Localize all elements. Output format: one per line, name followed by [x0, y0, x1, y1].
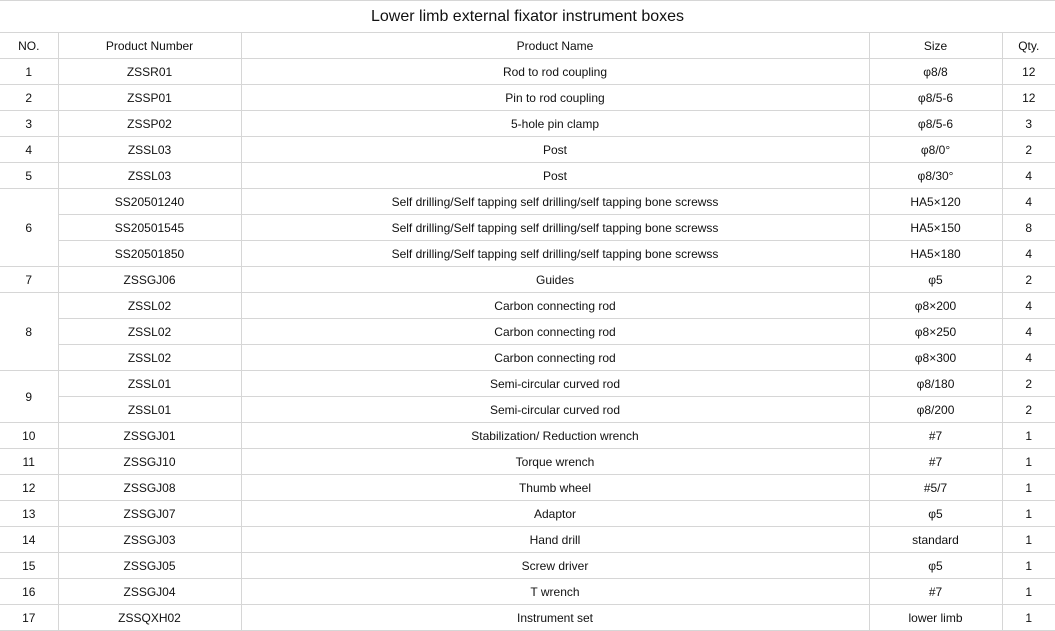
cell-qty: 4 — [1002, 163, 1055, 189]
table-row — [0, 423, 1055, 449]
cell-product-number: ZSSGJ05 — [58, 553, 241, 579]
cell-product-number: ZSSGJ03 — [58, 527, 241, 553]
cell-product-number: SS20501850 — [58, 241, 241, 267]
cell-product-name: Self drilling/Self tapping self drilling/self tapping bone screwss — [241, 241, 869, 267]
cell-qty: 2 — [1002, 371, 1055, 397]
cell-size: φ5 — [869, 553, 1002, 579]
table-row — [0, 553, 1055, 579]
cell-size: #7 — [869, 449, 1002, 475]
row-number: 8 — [0, 293, 58, 371]
header-size: Size — [869, 33, 1002, 59]
header-qty: Qty. — [1002, 33, 1055, 59]
cell-product-number: ZSSR01 — [58, 59, 241, 85]
header-product-number: Product Number — [58, 33, 241, 59]
cell-product-number: ZSSL02 — [58, 345, 241, 371]
cell-product-number: ZSSL02 — [58, 319, 241, 345]
row-number: 16 — [0, 579, 58, 605]
cell-product-number: ZSSGJ01 — [58, 423, 241, 449]
cell-product-number: ZSSL01 — [58, 371, 241, 397]
cell-qty: 12 — [1002, 85, 1055, 111]
cell-qty: 12 — [1002, 59, 1055, 85]
cell-product-name: Adaptor — [241, 501, 869, 527]
row-number: 15 — [0, 553, 58, 579]
table-row — [0, 449, 1055, 475]
cell-size: φ5 — [869, 501, 1002, 527]
cell-size: HA5×150 — [869, 215, 1002, 241]
cell-qty: 3 — [1002, 111, 1055, 137]
cell-product-name: Carbon connecting rod — [241, 293, 869, 319]
cell-product-name: Torque wrench — [241, 449, 869, 475]
table-row — [0, 397, 1055, 423]
row-number: 5 — [0, 163, 58, 189]
table-row — [0, 215, 1055, 241]
cell-qty: 1 — [1002, 527, 1055, 553]
cell-product-name: Screw driver — [241, 553, 869, 579]
table-row — [0, 293, 1055, 319]
row-number: 9 — [0, 371, 58, 423]
row-number: 6 — [0, 189, 58, 267]
cell-product-name: T wrench — [241, 579, 869, 605]
cell-product-name: Carbon connecting rod — [241, 319, 869, 345]
cell-qty: 1 — [1002, 475, 1055, 501]
cell-size: HA5×120 — [869, 189, 1002, 215]
cell-size: HA5×180 — [869, 241, 1002, 267]
table-row — [0, 319, 1055, 345]
cell-product-number: SS20501240 — [58, 189, 241, 215]
table-row — [0, 475, 1055, 501]
table-row — [0, 241, 1055, 267]
table-row — [0, 345, 1055, 371]
cell-qty: 4 — [1002, 319, 1055, 345]
row-number: 11 — [0, 449, 58, 475]
cell-product-name: Hand drill — [241, 527, 869, 553]
cell-size: φ8/180 — [869, 371, 1002, 397]
cell-product-name: Rod to rod coupling — [241, 59, 869, 85]
cell-size: φ8/30° — [869, 163, 1002, 189]
cell-size: lower limb — [869, 605, 1002, 631]
row-number: 12 — [0, 475, 58, 501]
row-number: 1 — [0, 59, 58, 85]
cell-product-name: Carbon connecting rod — [241, 345, 869, 371]
table-row — [0, 111, 1055, 137]
cell-qty: 2 — [1002, 397, 1055, 423]
cell-size: #7 — [869, 423, 1002, 449]
cell-qty: 1 — [1002, 423, 1055, 449]
cell-qty: 4 — [1002, 293, 1055, 319]
cell-size: φ8/5-6 — [869, 85, 1002, 111]
cell-product-name: Self drilling/Self tapping self drilling/self tapping bone screwss — [241, 215, 869, 241]
cell-product-name: Thumb wheel — [241, 475, 869, 501]
row-number: 17 — [0, 605, 58, 631]
cell-qty: 4 — [1002, 345, 1055, 371]
table-row — [0, 85, 1055, 111]
cell-size: #5/7 — [869, 475, 1002, 501]
table-title: Lower limb external fixator instrument boxes — [0, 0, 1055, 32]
row-number: 10 — [0, 423, 58, 449]
cell-size: φ8/5-6 — [869, 111, 1002, 137]
cell-product-name: Semi-circular curved rod — [241, 397, 869, 423]
cell-qty: 8 — [1002, 215, 1055, 241]
row-number: 4 — [0, 137, 58, 163]
cell-qty: 2 — [1002, 137, 1055, 163]
cell-product-name: Stabilization/ Reduction wrench — [241, 423, 869, 449]
cell-product-number: ZSSGJ06 — [58, 267, 241, 293]
cell-qty: 2 — [1002, 267, 1055, 293]
cell-size: φ8/200 — [869, 397, 1002, 423]
cell-size: standard — [869, 527, 1002, 553]
table-row — [0, 189, 1055, 215]
header-no: NO. — [0, 33, 58, 59]
cell-qty: 4 — [1002, 189, 1055, 215]
cell-size: #7 — [869, 579, 1002, 605]
cell-product-number: ZSSGJ07 — [58, 501, 241, 527]
table-row — [0, 59, 1055, 85]
cell-product-name: Self drilling/Self tapping self drilling/self tapping bone screwss — [241, 189, 869, 215]
cell-product-number: ZSSL03 — [58, 163, 241, 189]
table-row — [0, 579, 1055, 605]
row-number: 2 — [0, 85, 58, 111]
cell-product-number: ZSSL02 — [58, 293, 241, 319]
cell-product-number: ZSSL03 — [58, 137, 241, 163]
cell-size: φ8/0° — [869, 137, 1002, 163]
product-table — [0, 32, 1055, 631]
cell-product-number: ZSSP01 — [58, 85, 241, 111]
cell-size: φ8×200 — [869, 293, 1002, 319]
cell-product-name: Guides — [241, 267, 869, 293]
cell-size: φ8×250 — [869, 319, 1002, 345]
table-row — [0, 501, 1055, 527]
cell-product-name: Post — [241, 137, 869, 163]
cell-product-number: ZSSGJ08 — [58, 475, 241, 501]
cell-product-number: SS20501545 — [58, 215, 241, 241]
row-number: 7 — [0, 267, 58, 293]
cell-product-number: ZSSL01 — [58, 397, 241, 423]
header-product-name: Product Name — [241, 33, 869, 59]
row-number: 13 — [0, 501, 58, 527]
cell-qty: 1 — [1002, 501, 1055, 527]
table-row — [0, 137, 1055, 163]
cell-product-name: Post — [241, 163, 869, 189]
cell-qty: 4 — [1002, 241, 1055, 267]
cell-product-name: Semi-circular curved rod — [241, 371, 869, 397]
table-row — [0, 163, 1055, 189]
cell-product-name: Pin to rod coupling — [241, 85, 869, 111]
table-row — [0, 267, 1055, 293]
table-body — [0, 59, 1055, 631]
cell-qty: 1 — [1002, 553, 1055, 579]
row-number: 14 — [0, 527, 58, 553]
cell-qty: 1 — [1002, 605, 1055, 631]
cell-size: φ5 — [869, 267, 1002, 293]
cell-qty: 1 — [1002, 449, 1055, 475]
cell-size: φ8×300 — [869, 345, 1002, 371]
cell-product-number: ZSSGJ10 — [58, 449, 241, 475]
cell-product-number: ZSSGJ04 — [58, 579, 241, 605]
cell-product-name: Instrument set — [241, 605, 869, 631]
cell-product-number: ZSSQXH02 — [58, 605, 241, 631]
cell-qty: 1 — [1002, 579, 1055, 605]
table-row — [0, 527, 1055, 553]
header-row — [0, 33, 1055, 59]
table-row — [0, 371, 1055, 397]
cell-size: φ8/8 — [869, 59, 1002, 85]
cell-product-number: ZSSP02 — [58, 111, 241, 137]
cell-product-name: 5-hole pin clamp — [241, 111, 869, 137]
row-number: 3 — [0, 111, 58, 137]
